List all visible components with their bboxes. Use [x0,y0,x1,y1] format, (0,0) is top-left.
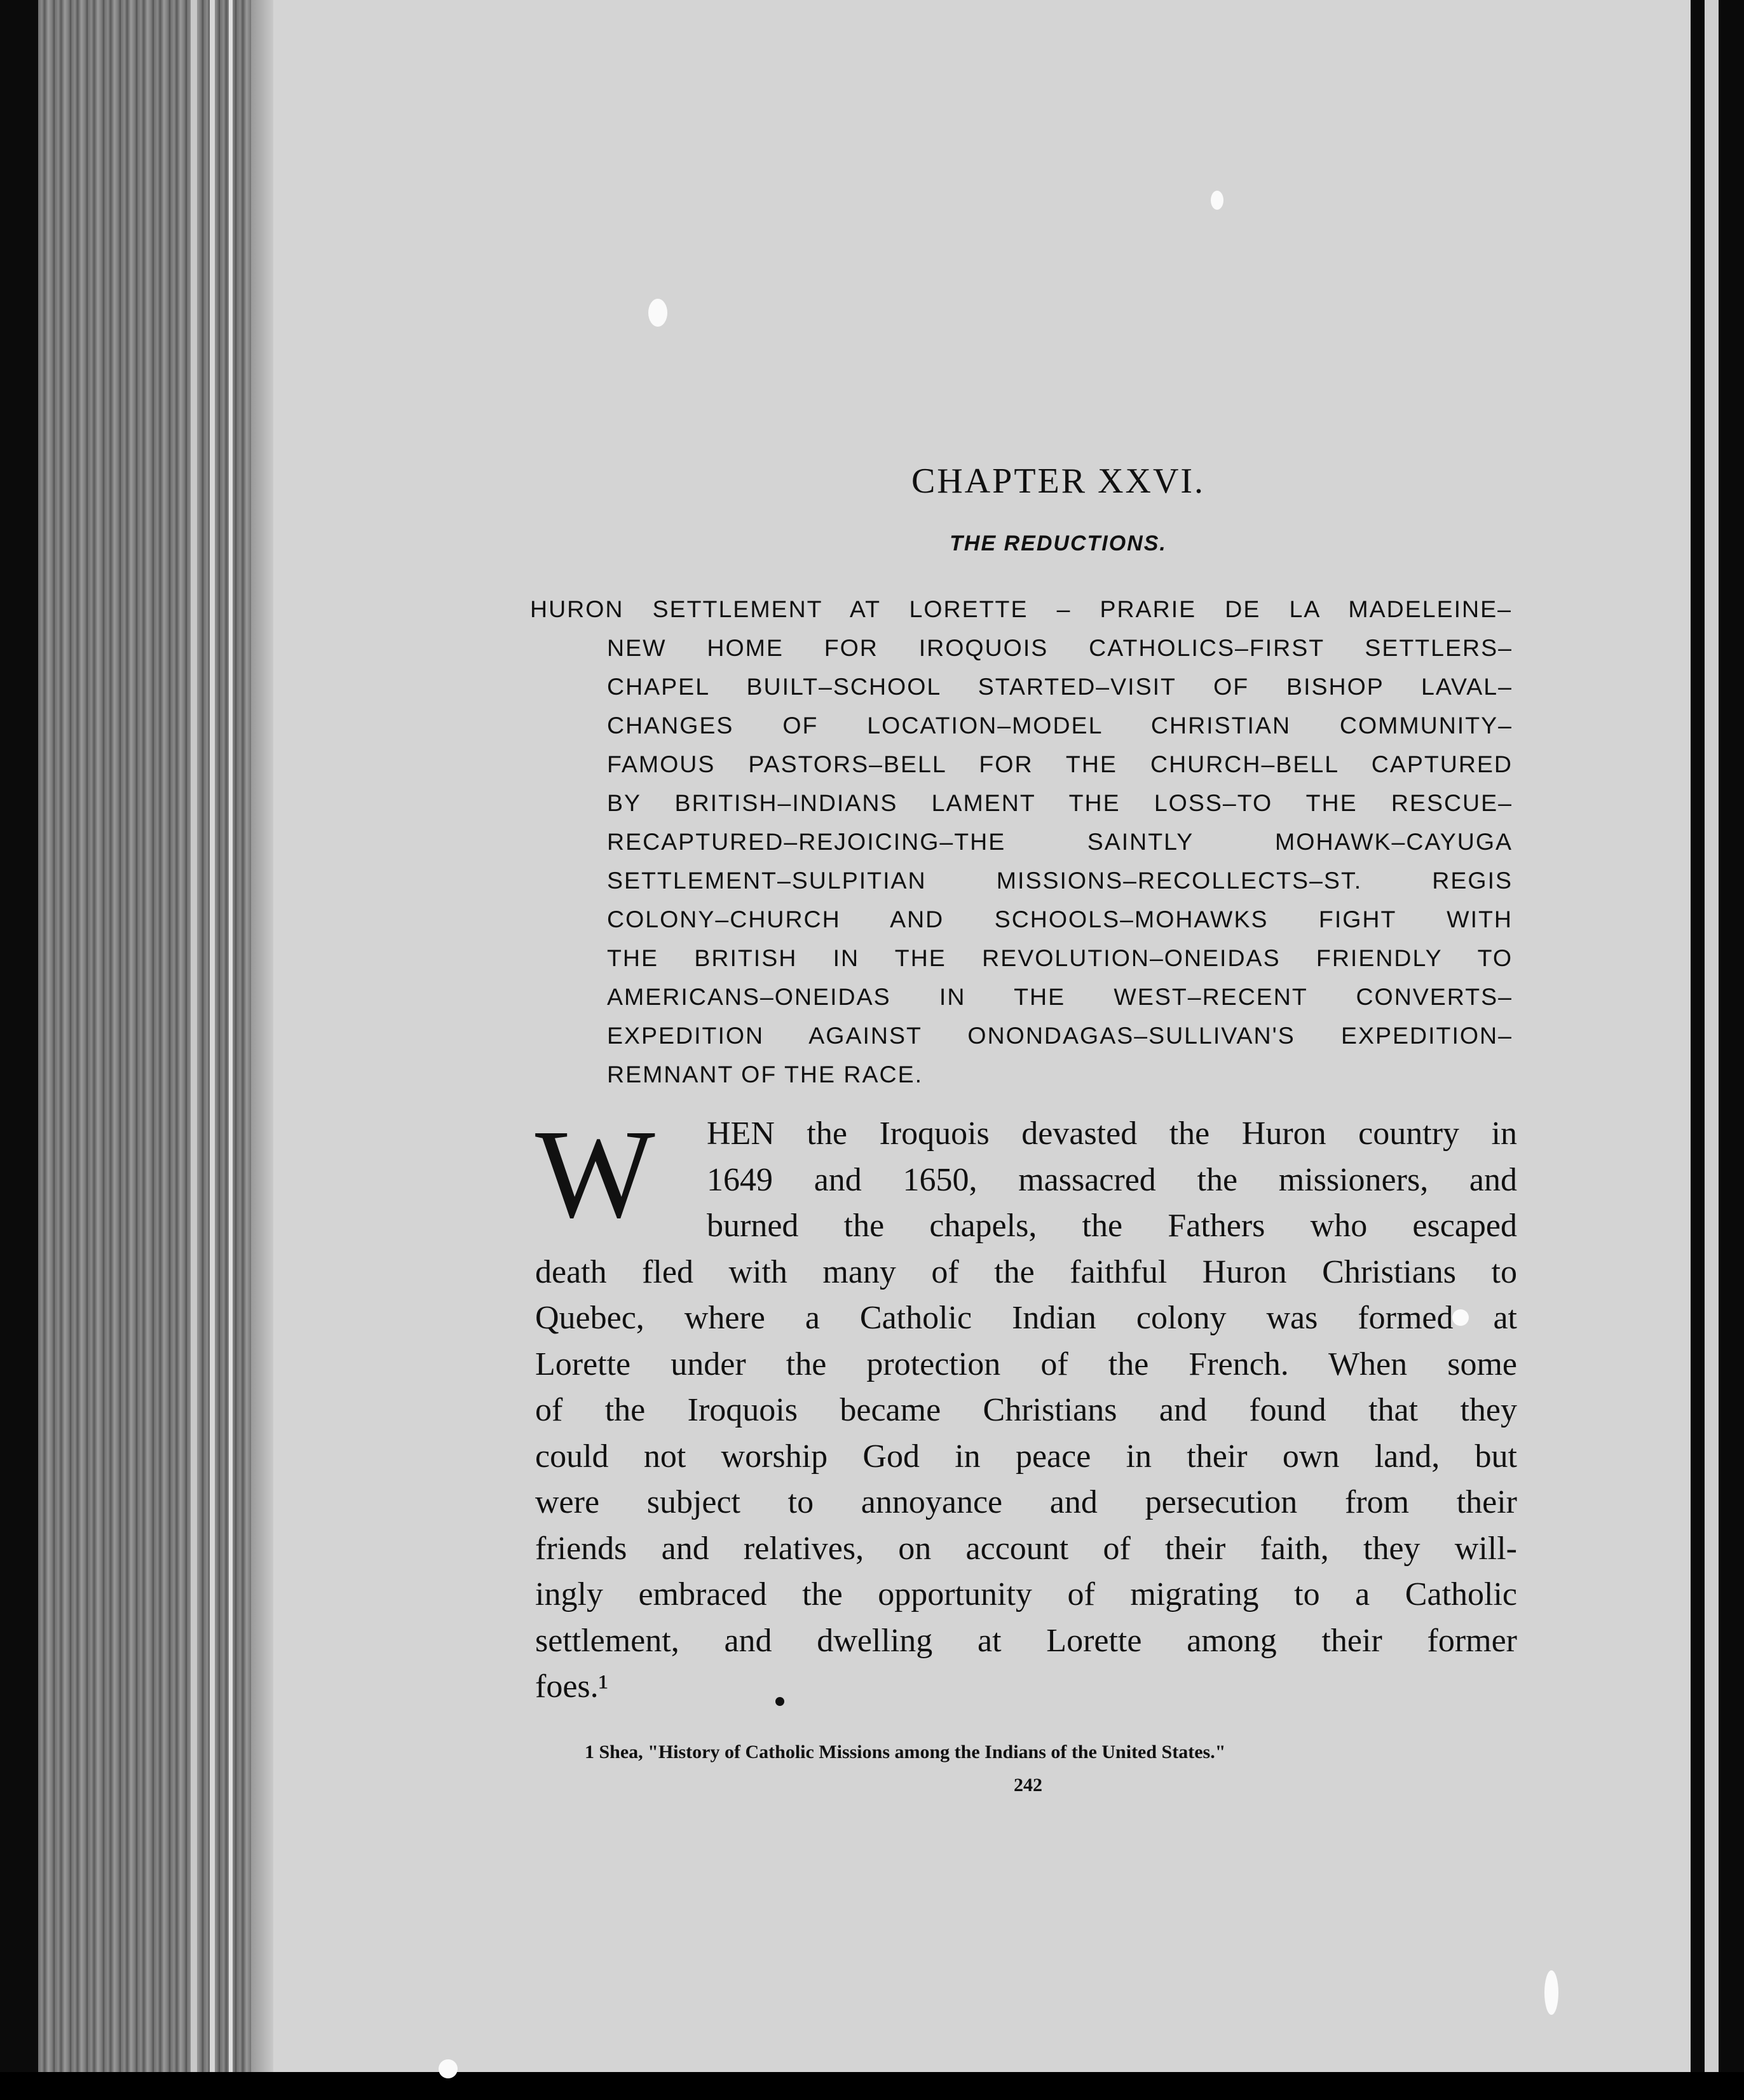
paper-speck [1211,191,1223,210]
body-line: burned the chapels, the Fathers who escaped [707,1208,1517,1244]
body-line: death fled with many of the faithful Huron Christians to [535,1253,1517,1290]
bottom-edge [0,2072,1744,2100]
synopsis-line: SETTLEMENT–SULPITIAN MISSIONS–RECOLLECTS–ST. REGIS [607,867,1513,894]
chapter-title: CHAPTER XXVI. [911,461,1206,501]
synopsis-line: AMERICANS–ONEIDAS IN THE WEST–RECENT CONVERTS– [607,983,1513,1010]
synopsis-line: THE BRITISH IN THE REVOLUTION–ONEIDAS FRIENDLY TO [607,944,1513,971]
body-line: of the Iroquois became Christians and found that they [535,1392,1517,1428]
chapter-subtitle: THE REDUCTIONS. [950,531,1167,556]
synopsis-line: NEW HOME FOR IROQUOIS CATHOLICS–FIRST SETTLERS– [607,634,1513,661]
body-line: 1649 and 1650, massacred the missioners, and [707,1161,1517,1198]
body-paragraph [535,1104,1517,1710]
body-line: ingly embraced the opportunity of migrating to a Catholic [535,1576,1517,1612]
body-line: HEN the Iroquois devasted the Huron country in [707,1115,1517,1152]
body-line: foes.¹ [535,1668,609,1705]
synopsis-line: FAMOUS PASTORS–BELL FOR THE CHURCH–BELL CAPTURED [607,751,1513,777]
ink-dot [775,1697,784,1706]
synopsis-line: REMNANT OF THE RACE. [607,1061,923,1088]
body-line: were subject to annoyance and persecution from their [535,1484,1517,1520]
synopsis-line: BY BRITISH–INDIANS LAMENT THE LOSS–TO THE RESCUE– [607,789,1513,816]
page-number: 242 [1014,1775,1042,1796]
synopsis-line: CHAPEL BUILT–SCHOOL STARTED–VISIT OF BISHOP LAVAL– [607,673,1513,700]
body-line: settlement, and dwelling at Lorette among their former [535,1622,1517,1659]
binding-shadow [0,0,38,2100]
paper-speck [1544,1970,1558,2015]
page-edge-highlight [229,0,233,2100]
body-line: Lorette under the protection of the French. When some [535,1346,1517,1382]
page-edge-highlight [210,0,215,2100]
footnote: 1 Shea, "History of Catholic Missions among the Indians of the United States." [585,1742,1226,1762]
paper-speck [439,2059,458,2078]
page-edge-highlight [191,0,197,2100]
page-edge-stack [38,0,273,2100]
drop-cap: W [535,1104,655,1244]
next-page-sliver [1705,0,1719,2100]
body-line: could not worship God in peace in their own land, but [535,1438,1517,1475]
synopsis-line: COLONY–CHURCH AND SCHOOLS–MOHAWKS FIGHT WITH [607,906,1513,932]
synopsis-line: EXPEDITION AGAINST ONONDAGAS–SULLIVAN'S EXPEDITION– [607,1022,1513,1049]
page-edge-shadow [251,0,273,2100]
synopsis-line: HURON SETTLEMENT AT LORETTE – PRARIE DE LA MADELEINE– [530,596,1512,622]
synopsis-line: RECAPTURED–REJOICING–THE SAINTLY MOHAWK–CAYUGA [607,828,1513,855]
body-line: friends and relatives, on account of their faith, they will- [535,1530,1517,1567]
paper-speck [648,299,667,327]
synopsis-line: CHANGES OF LOCATION–MODEL CHRISTIAN COMMUNITY– [607,712,1513,739]
chapter-synopsis [531,590,1513,1094]
body-line: Quebec, where a Catholic Indian colony was formed at [535,1300,1517,1336]
